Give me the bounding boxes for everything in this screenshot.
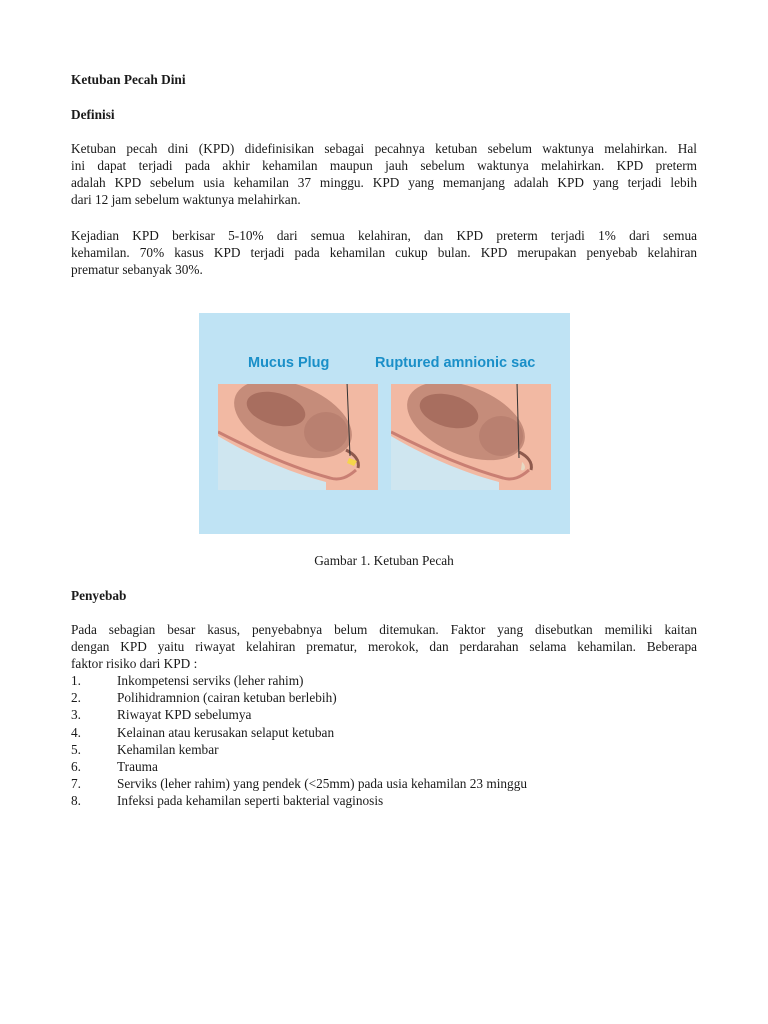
section-heading-definisi: Definisi	[71, 107, 115, 122]
list-item-number: 2.	[71, 690, 81, 706]
list-item	[71, 741, 697, 758]
figure-caption: Gambar 1. Ketuban Pecah	[314, 553, 454, 568]
list-item-number: 7.	[71, 776, 81, 792]
section-heading-penyebab: Penyebab	[71, 588, 127, 603]
mucus-plug-illustration	[218, 384, 378, 490]
ruptured-amnionic-sac-illustration	[391, 384, 551, 490]
list-item-number: 5.	[71, 741, 81, 757]
list-item-text: Kelainan atau kerusakan selaput ketuban	[117, 724, 335, 740]
list-item-text: Infeksi pada kehamilan seperti bakterial vaginosis	[117, 793, 384, 809]
list-item-number: 1.	[71, 673, 81, 688]
definisi-paragraph-2	[71, 227, 697, 278]
list-item	[71, 689, 697, 706]
figure-label-ruptured-sac: Ruptured amnionic sac	[375, 355, 536, 371]
list-item-text: Inkompetensi serviks (leher rahim)	[117, 673, 304, 688]
definisi-paragraph-1	[71, 140, 697, 208]
document-title: Ketuban Pecah Dini	[71, 72, 186, 87]
paragraph-line: faktor risiko dari KPD :	[71, 656, 198, 671]
list-item	[71, 672, 697, 689]
paragraph-line: ini dapat terjadi pada akhir kehamilan maupun jauh sebelum waktunya melahirkan. KPD preterm	[71, 158, 697, 173]
list-item-text: Trauma	[117, 759, 158, 775]
paragraph-line: adalah KPD sebelum usia kehamilan 37 minggu. KPD yang memanjang adalah KPD yang terjadi lebih	[71, 175, 697, 190]
list-item-text: Serviks (leher rahim) yang pendek (<25mm) pada usia kehamilan 23 minggu	[117, 776, 527, 792]
penyebab-paragraph-1	[71, 621, 697, 672]
list-item-text: Polihidramnion (cairan ketuban berlebih)	[117, 690, 337, 706]
list-item	[71, 758, 697, 775]
list-item	[71, 792, 697, 809]
list-item	[71, 706, 697, 723]
paragraph-line: Ketuban pecah dini (KPD) didefinisikan sebagai pecahnya ketuban sebelum waktunya melahirkan. Hal	[71, 141, 697, 156]
paragraph-line: kehamilan. 70% kasus KPD terjadi pada kehamilan cukup bulan. KPD merupakan penyebab kelahiran	[71, 245, 697, 260]
paragraph-line: prematur sebanyak 30%.	[71, 262, 203, 277]
list-item	[71, 724, 697, 741]
list-item	[71, 775, 697, 792]
paragraph-line: Pada sebagian besar kasus, penyebabnya belum ditemukan. Faktor yang disebutkan memiliki kaitan	[71, 622, 697, 637]
figure-label-mucus-plug: Mucus Plug	[248, 355, 330, 371]
paragraph-line: dari 12 jam sebelum waktunya melahirkan.	[71, 192, 301, 207]
figure-ketuban-pecah	[199, 313, 570, 534]
list-item-text: Riwayat KPD sebelumya	[117, 707, 252, 723]
list-item-number: 4.	[71, 724, 81, 740]
risk-factor-list	[71, 672, 697, 810]
paragraph-line: dengan KPD yaitu riwayat kelahiran prematur, merokok, dan perdarahan selama kehamilan. Beberapa	[71, 639, 697, 654]
list-item-text: Kehamilan kembar	[117, 741, 219, 757]
list-item-number: 6.	[71, 759, 81, 775]
list-item-number: 8.	[71, 793, 81, 809]
paragraph-line: Kejadian KPD berkisar 5-10% dari semua kelahiran, dan KPD preterm terjadi 1% dari semua	[71, 228, 697, 243]
list-item-number: 3.	[71, 707, 81, 723]
